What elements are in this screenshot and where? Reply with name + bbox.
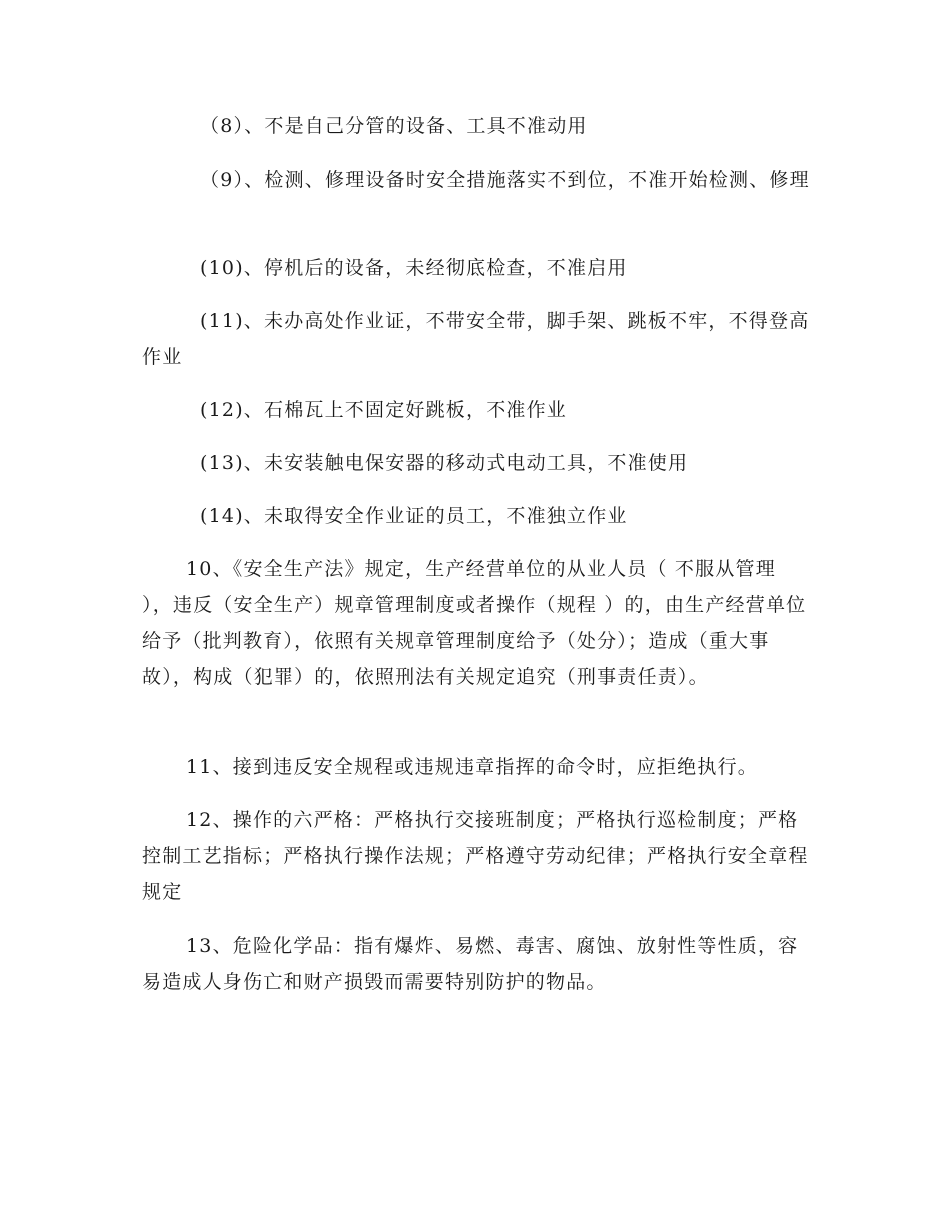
paragraph-item-9: （9）、检测、修理设备时安全措施落实不到位，不准开始检测、修理 (200, 169, 810, 191)
paragraph-item-13: (13)、未安装触电保安器的移动式电动工具，不准使用 (200, 452, 689, 474)
paragraph-item-12: (12)、石棉瓦上不固定好跳板，不准作业 (200, 399, 568, 421)
paragraph-six-strict: 12、操作的六严格：严格执行交接班制度；严格执行巡检制度；严格控制工艺指标；严格执行操作法规；严格遵守劳动纪律；严格执行安全章程规定 (142, 809, 809, 903)
paragraph-refuse-orders: 11、接到违反安全规程或违规违章指挥的命令时，应拒绝执行。 (186, 756, 758, 778)
paragraph-item-8: （8）、不是自己分管的设备、工具不准动用 (200, 115, 588, 137)
paragraph-safety-law: 10、《安全生产法》规定，生产经营单位的从业人员（ 不服从管理 ），违反（安全生产）规章管理制度或者操作（规程 ）的，由生产经营单位给予（批判教育），依照有关规章管理制度给予（处分）；造成（重大事故），构成（犯罪）的，依照刑法有关规定追究（刑事责任责）。 (142, 558, 807, 688)
paragraph-hazardous-chemicals: 13、危险化学品：指有爆炸、易燃、毒害、腐蚀、放射性等性质，容易造成人身伤亡和财产损毁而需要特别防护的物品。 (142, 935, 799, 993)
paragraph-item-14: (14)、未取得安全作业证的员工，不准独立作业 (200, 505, 628, 527)
paragraph-item-11: (11)、未办高处作业证，不带安全带，脚手架、跳板不牢，不得登高作业 (142, 310, 810, 368)
paragraph-item-10: (10)、停机后的设备，未经彻底检查，不准启用 (200, 257, 628, 279)
